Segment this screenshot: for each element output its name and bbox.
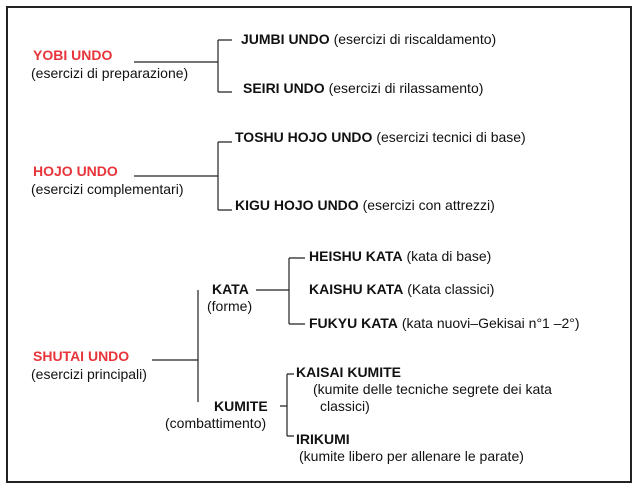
kaisai-kumite-desc-line2: classici) — [320, 398, 370, 414]
fukyu-kata-item — [309, 315, 580, 332]
connector-kumite — [280, 374, 294, 436]
item-desc: (esercizi tecnici di base) — [376, 129, 526, 145]
yobi-undo-subtitle: (esercizi di preparazione) — [31, 65, 189, 81]
kumite-subtitle: (combattimento) — [165, 415, 267, 431]
item-name: FUKYU KATA — [309, 315, 398, 331]
item-name: KAISHU KATA — [309, 281, 404, 297]
shutai-undo-subtitle: (esercizi principali) — [31, 366, 147, 382]
kata-subtitle: (forme) — [207, 298, 253, 314]
connector-shutai — [152, 290, 198, 402]
connector-kata — [256, 258, 305, 324]
yobi-undo-title: YOBI UNDO — [33, 47, 113, 63]
item-desc: (kata di base) — [406, 248, 492, 264]
item-desc: (esercizi con attrezzi) — [362, 197, 495, 213]
irikumi-name: IRIKUMI — [296, 431, 350, 447]
kumite-title: KUMITE — [214, 398, 268, 414]
heishu-kata-item — [309, 248, 491, 265]
seiri-undo-item — [243, 80, 483, 97]
irikumi-desc: (kumite libero per allenare le parate) — [299, 448, 524, 464]
item-desc: (kata nuovi–Gekisai n°1 –2°) — [401, 315, 580, 331]
shutai-undo-title: SHUTAI UNDO — [33, 348, 130, 364]
item-desc: (esercizi di riscaldamento) — [333, 31, 497, 47]
hojo-undo-title: HOJO UNDO — [33, 163, 118, 179]
kigu-hojo-undo-item — [235, 197, 495, 214]
item-name: TOSHU HOJO UNDO — [235, 129, 373, 145]
item-name: SEIRI UNDO — [243, 80, 325, 96]
item-name: HEISHU KATA — [309, 248, 403, 264]
item-desc: (Kata classici) — [407, 281, 495, 297]
kaishu-kata-item — [309, 281, 494, 298]
item-name: JUMBI UNDO — [241, 31, 330, 47]
item-desc: (esercizi di rilassamento) — [328, 80, 484, 96]
item-name: KIGU HOJO UNDO — [235, 197, 359, 213]
jumbi-undo-item — [241, 31, 496, 48]
kaisai-kumite-name: KAISAI KUMITE — [296, 364, 401, 380]
toshu-hojo-undo-item — [235, 129, 526, 146]
hojo-undo-subtitle: (esercizi complementari) — [31, 181, 184, 197]
kaisai-kumite-desc-line1: (kumite delle tecniche segrete dei kata — [313, 381, 552, 397]
kata-title: KATA — [212, 281, 249, 297]
connector-hojo — [134, 142, 232, 210]
